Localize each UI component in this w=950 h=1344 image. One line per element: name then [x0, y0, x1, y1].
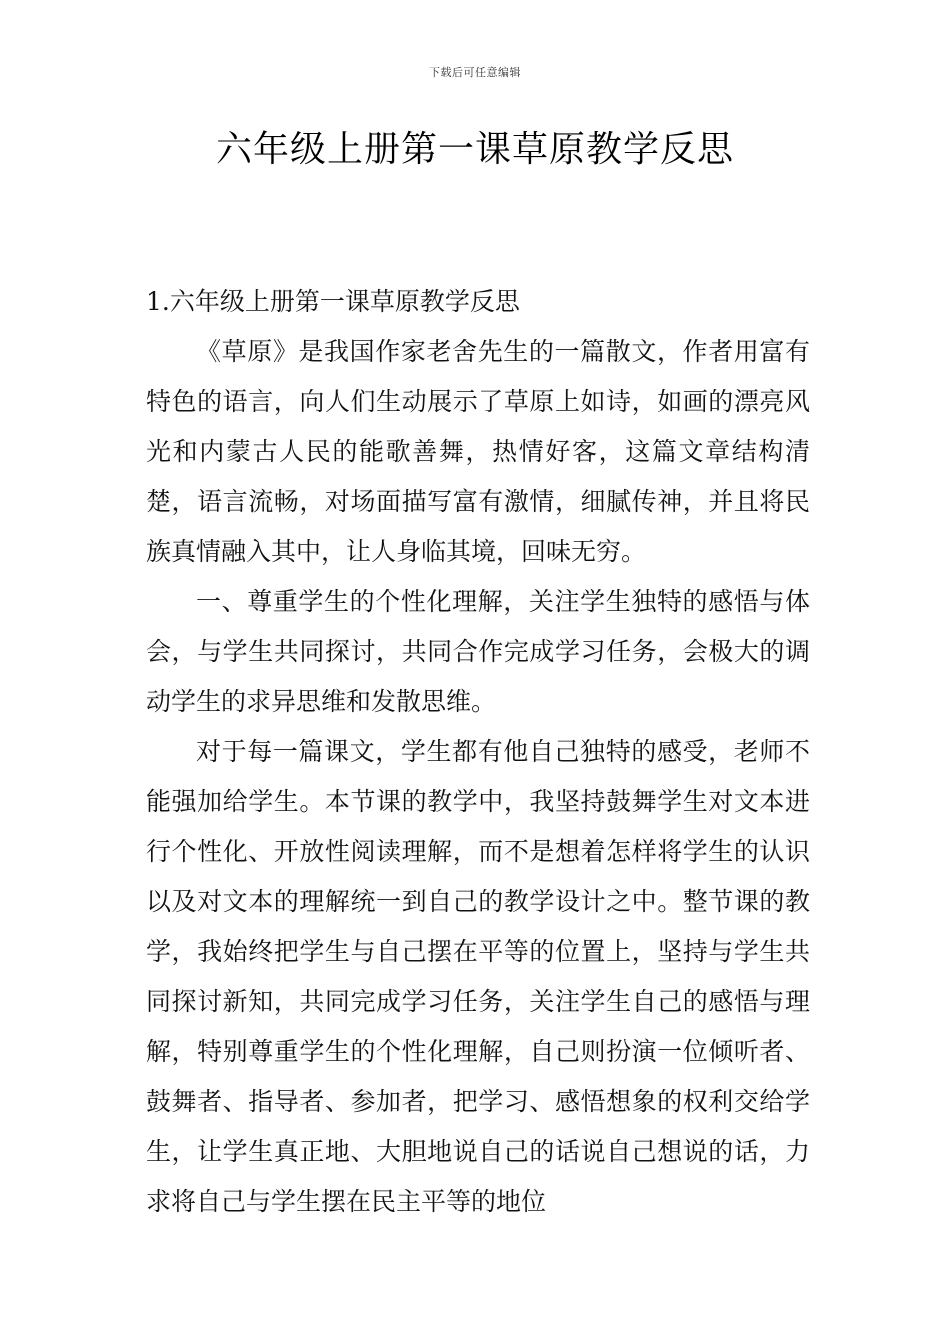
- paragraph-point-one: 一、尊重学生的个性化理解，关注学生独特的感悟与体会，与学生共同探讨，共同合作完成学习任务，会极大的调动学生的求异思维和发散思维。: [146, 587, 810, 716]
- document-title: 六年级上册第一课草原教学反思: [215, 129, 734, 170]
- paragraph-intro: 《草原》是我国作家老舍先生的一篇散文，作者用富有特色的语言，向人们生动展示了草原上如诗，如画的漂亮风光和内蒙古人民的能歌善舞，热情好客，这篇文章结构清楚，语言流畅，对场面描写富有激情，细腻传神，并且将民族真情融入其中，让人身临其境，回味无穷。: [146, 337, 810, 566]
- header-note: 下载后可任意编辑: [429, 66, 521, 79]
- section-heading: 1.六年级上册第一课草原教学反思: [146, 287, 520, 316]
- document-body: [146, 277, 810, 1227]
- paragraph-discussion: 对于每一篇课文，学生都有他自己独特的感受，老师不能强加给学生。本节课的教学中，我坚持鼓舞学生对文本进行个性化、开放性阅读理解，而不是想着怎样将学生的认识以及对文本的理解统一到自己的教学设计之中。整节课的教学，我始终把学生与自己摆在平等的位置上，坚持与学生共同探讨新知，共同完成学习任务，关注学生自己的感悟与理解，特别尊重学生的个性化理解，自己则扮演一位倾听者、鼓舞者、指导者、参加者，把学习、感悟想象的权利交给学生，让学生真正地、大胆地说自己的话说自己想说的话，力求将自己与学生摆在民主平等的地位: [146, 737, 810, 1216]
